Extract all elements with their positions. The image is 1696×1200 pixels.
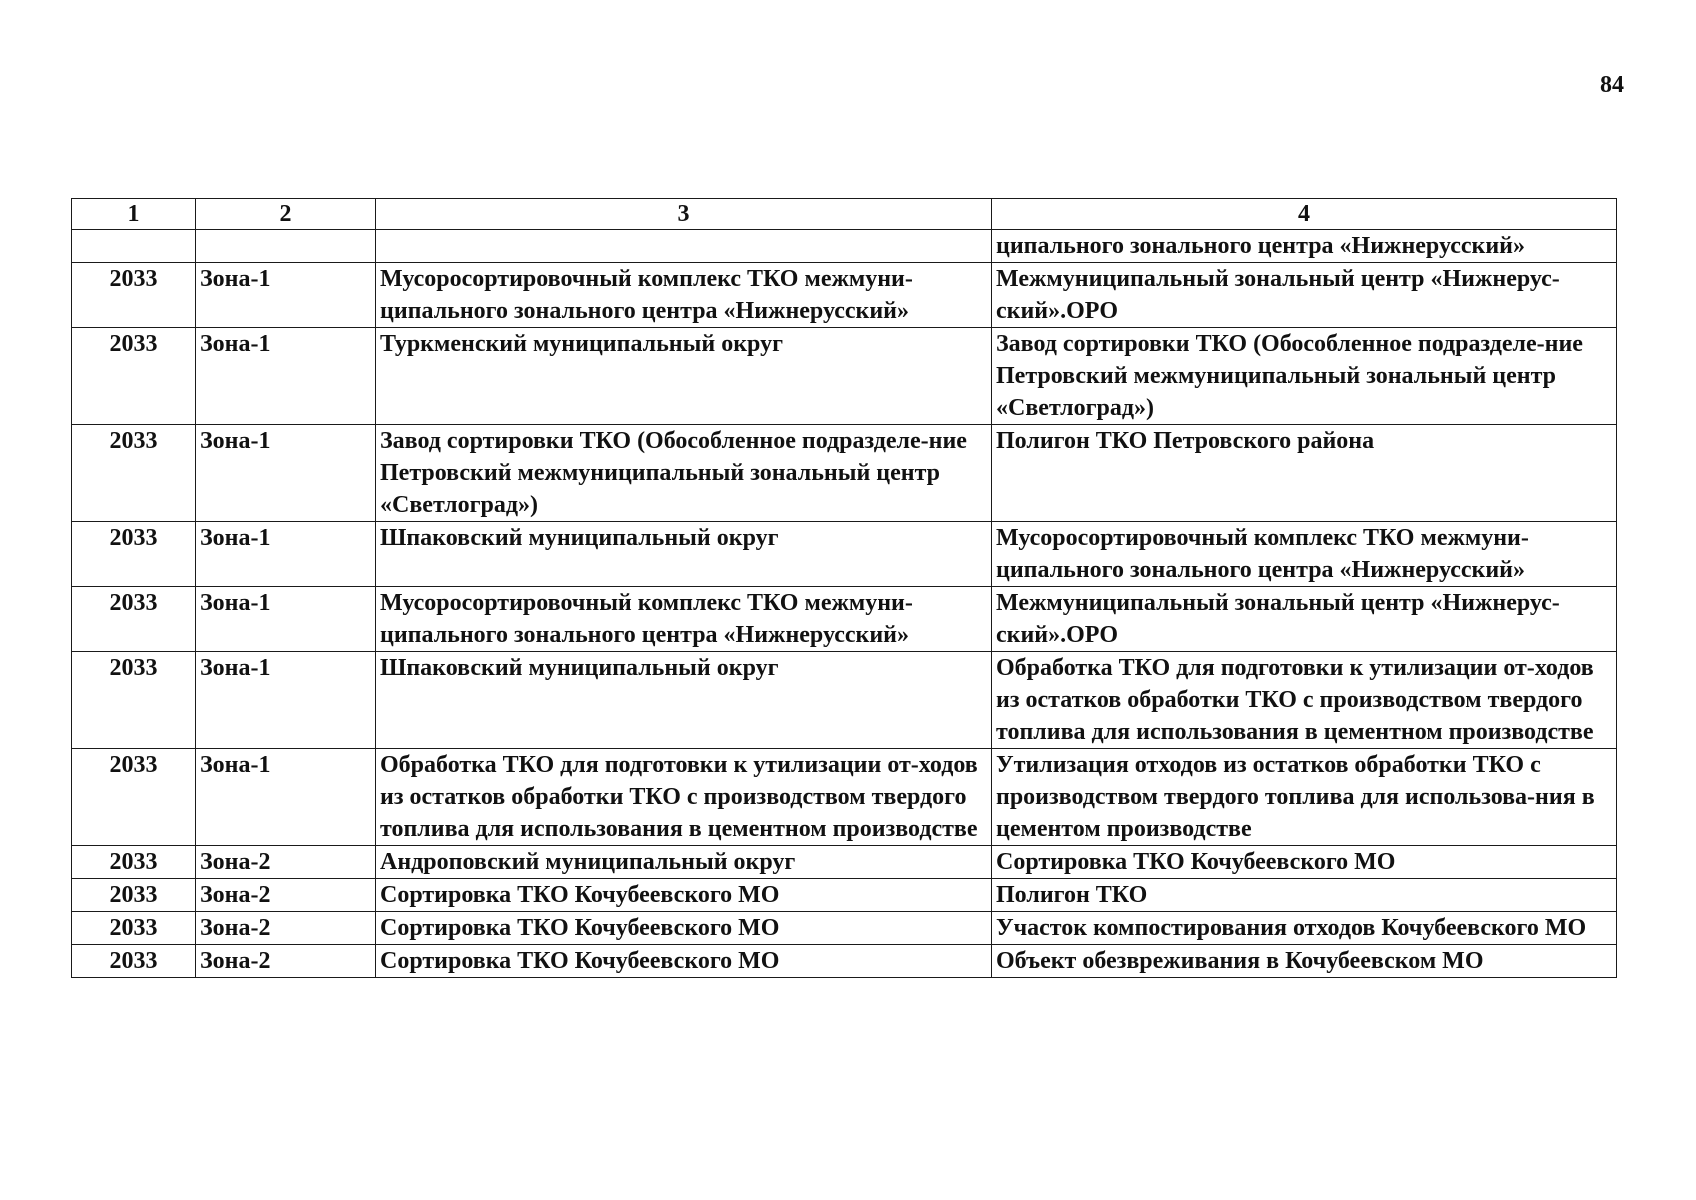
- zone-cell: Зона-1: [196, 263, 376, 328]
- table-row: [72, 945, 1617, 978]
- source-cell: Сортировка ТКО Кочубеевского МО: [376, 879, 992, 912]
- source-cell: Сортировка ТКО Кочубеевского МО: [376, 912, 992, 945]
- zone-cell: Зона-1: [196, 652, 376, 749]
- table-row: [72, 263, 1617, 328]
- source-cell: Шпаковский муниципальный округ: [376, 522, 992, 587]
- destination-cell: Участок компостирования отходов Кочубеевского МО: [992, 912, 1617, 945]
- zone-cell: Зона-2: [196, 879, 376, 912]
- year-cell: 2033: [72, 846, 196, 879]
- source-cell: Шпаковский муниципальный округ: [376, 652, 992, 749]
- continuation-row: [72, 230, 1617, 263]
- table-row: [72, 652, 1617, 749]
- table-row: [72, 879, 1617, 912]
- year-cell: 2033: [72, 652, 196, 749]
- page-number: 84: [1600, 72, 1624, 98]
- year-cell: 2033: [72, 263, 196, 328]
- header-row: [72, 199, 1617, 230]
- destination-cell: Завод сортировки ТКО (Обособленное подразделе-ние Петровский межмуниципальный зональный центр «Светлоград»): [992, 328, 1617, 425]
- table-row: [72, 522, 1617, 587]
- table-row: [72, 425, 1617, 522]
- table-row: [72, 846, 1617, 879]
- year-cell: 2033: [72, 945, 196, 978]
- table-cell: [72, 230, 196, 263]
- column-header: 1: [72, 199, 196, 230]
- table-row: [72, 912, 1617, 945]
- zone-cell: Зона-2: [196, 945, 376, 978]
- year-cell: 2033: [72, 425, 196, 522]
- zone-cell: Зона-1: [196, 328, 376, 425]
- table-row: [72, 587, 1617, 652]
- year-cell: 2033: [72, 879, 196, 912]
- destination-cell: Межмуниципальный зональный центр «Нижнерус-ский».ОРО: [992, 587, 1617, 652]
- zone-cell: Зона-1: [196, 587, 376, 652]
- destination-cell: Утилизация отходов из остатков обработки ТКО с производством твердого топлива для использова-ния в цементом производстве: [992, 749, 1617, 846]
- table-cell: [196, 230, 376, 263]
- destination-cell: Мусоросортировочный комплекс ТКО межмуни-ципального зонального центра «Нижнерусский»: [992, 522, 1617, 587]
- source-cell: Сортировка ТКО Кочубеевского МО: [376, 945, 992, 978]
- destination-cell: Объект обезвреживания в Кочубеевском МО: [992, 945, 1617, 978]
- destination-cell: Обработка ТКО для подготовки к утилизации от-ходов из остатков обработки ТКО с производством твердого топлива для использования в цементном производстве: [992, 652, 1617, 749]
- zone-cell: Зона-1: [196, 749, 376, 846]
- source-cell: Обработка ТКО для подготовки к утилизации от-ходов из остатков обработки ТКО с производством твердого топлива для использования в цементном производстве: [376, 749, 992, 846]
- year-cell: 2033: [72, 587, 196, 652]
- destination-cell: Полигон ТКО Петровского района: [992, 425, 1617, 522]
- source-cell: Мусоросортировочный комплекс ТКО межмуни-ципального зонального центра «Нижнерусский»: [376, 263, 992, 328]
- year-cell: 2033: [72, 328, 196, 425]
- year-cell: 2033: [72, 522, 196, 587]
- table-cell: [376, 230, 992, 263]
- destination-cell: Полигон ТКО: [992, 879, 1617, 912]
- destination-cell: Межмуниципальный зональный центр «Нижнерус-ский».ОРО: [992, 263, 1617, 328]
- zone-cell: Зона-1: [196, 522, 376, 587]
- zone-cell: Зона-2: [196, 912, 376, 945]
- source-cell: Туркменский муниципальный округ: [376, 328, 992, 425]
- column-header: 4: [992, 199, 1617, 230]
- source-cell: Андроповский муниципальный округ: [376, 846, 992, 879]
- routing-table: [71, 198, 1617, 978]
- table-row: [72, 328, 1617, 425]
- year-cell: 2033: [72, 749, 196, 846]
- year-cell: 2033: [72, 912, 196, 945]
- source-cell: Завод сортировки ТКО (Обособленное подразделе-ние Петровский межмуниципальный зональный центр «Светлоград»): [376, 425, 992, 522]
- column-header: 3: [376, 199, 992, 230]
- zone-cell: Зона-1: [196, 425, 376, 522]
- table-row: [72, 749, 1617, 846]
- destination-cell: Сортировка ТКО Кочубеевского МО: [992, 846, 1617, 879]
- zone-cell: Зона-2: [196, 846, 376, 879]
- table-cell: ципального зонального центра «Нижнерусский»: [992, 230, 1617, 263]
- source-cell: Мусоросортировочный комплекс ТКО межмуни-ципального зонального центра «Нижнерусский»: [376, 587, 992, 652]
- column-header: 2: [196, 199, 376, 230]
